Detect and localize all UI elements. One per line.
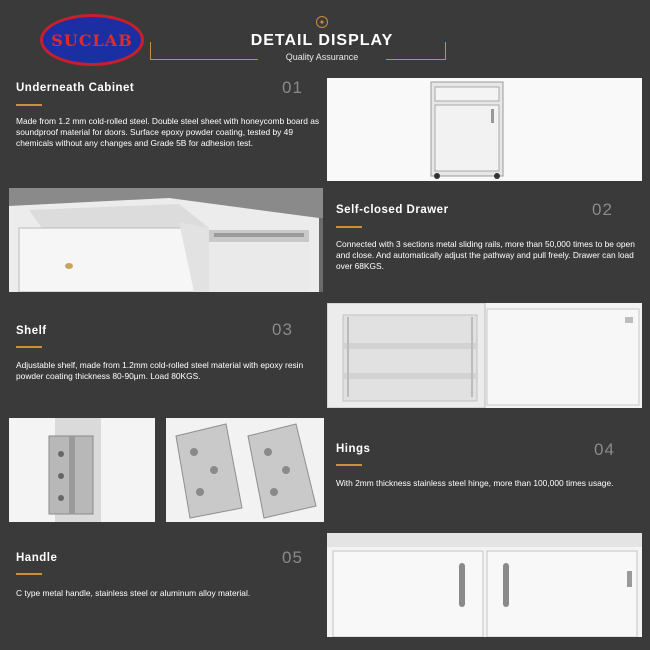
section-number-01: 01 xyxy=(282,78,303,97)
section-divider xyxy=(336,226,362,228)
section-title-handle: Handle xyxy=(16,552,58,564)
section-title-hings: Hings xyxy=(336,443,371,455)
photo-hinge-mounted xyxy=(9,418,155,522)
brand-logo xyxy=(40,14,144,66)
section-title-underneath-cabinet: Underneath Cabinet xyxy=(16,82,135,94)
photo-self-closed-drawer xyxy=(9,188,323,292)
section-divider xyxy=(16,346,42,348)
section-number-02: 02 xyxy=(592,200,613,219)
section-description-self-closed-drawer: Connected with 3 sections metal sliding rails, more than 50,000 times to be open and close. And automatically adjust the pathway and pull freely. Drawer can load over 68KGS. xyxy=(336,239,635,271)
section-description-handle: C type metal handle, stainless steel or aluminum alloy material. xyxy=(16,588,251,598)
section-number-03: 03 xyxy=(272,320,293,339)
page-subtitle: Quality Assurance xyxy=(258,52,386,62)
section-divider xyxy=(16,104,42,106)
section-divider xyxy=(16,573,42,575)
photo-hinge-closeup xyxy=(166,418,324,522)
photo-shelf xyxy=(327,303,642,408)
section-description-shelf: Adjustable shelf, made from 1.2mm cold-rolled steel material with epoxy resin powder coating thickness 80-90μm. Load 80KGS. xyxy=(16,360,304,381)
section-number-05: 05 xyxy=(282,548,303,567)
section-title-shelf: Shelf xyxy=(16,325,47,337)
photo-underneath-cabinet xyxy=(327,78,642,181)
section-description-hings: With 2mm thickness stainless steel hinge, more than 100,000 times usage. xyxy=(336,478,614,488)
section-number-04: 04 xyxy=(594,440,615,459)
page-title: DETAIL DISPLAY xyxy=(206,32,438,50)
section-title-self-closed-drawer: Self-closed Drawer xyxy=(336,204,449,216)
section-divider xyxy=(336,464,362,466)
photo-handle xyxy=(327,533,642,637)
logo-text: SUCLAB xyxy=(51,30,133,50)
section-description-underneath-cabinet: Made from 1.2 mm cold-rolled steel. Double steel sheet with honeycomb board as soundproof material for doors. Surface epoxy powder coating, tested by 49 chemicals without any changes and Grade 5B for adhesion test. xyxy=(16,116,320,148)
header-ornament-icon: ✦ xyxy=(316,16,328,28)
